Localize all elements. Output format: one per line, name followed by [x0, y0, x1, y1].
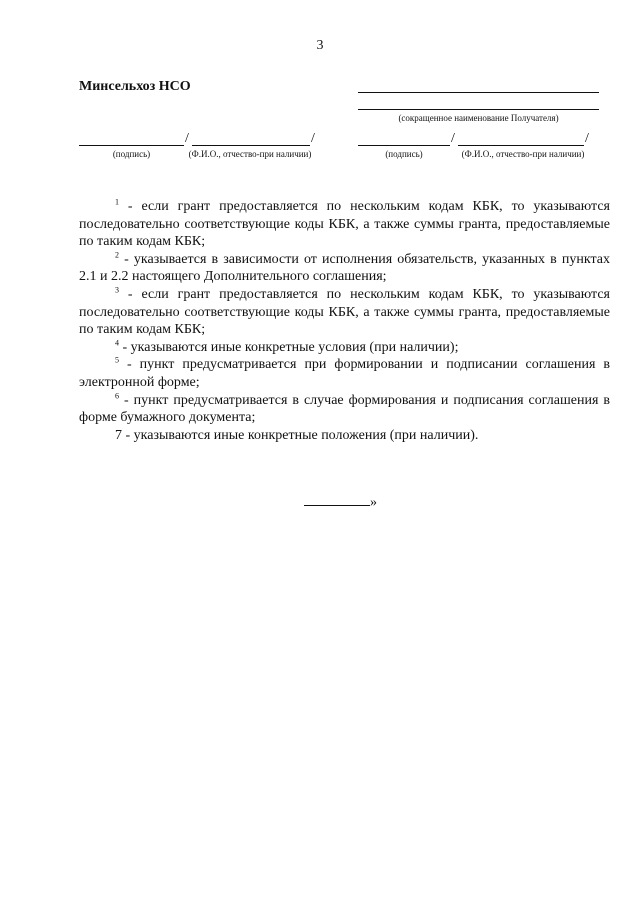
- footnote-text: - если грант предоставляется по нескольким кодам КБК, то указываются последовательно соответствующие коды КБК, а также суммы гранта, предоставляемые по таким кодам КБК;: [79, 286, 610, 338]
- footnote-mark: 5: [115, 355, 119, 365]
- footnote-1: [79, 198, 610, 251]
- end-mark: [304, 493, 377, 511]
- end-quote: »: [370, 495, 377, 510]
- left-name-caption: (Ф.И.О., отчество-при наличии): [188, 149, 312, 159]
- footnote-text: - указываются иные конкретные условия (при наличии);: [119, 339, 459, 355]
- page-number: 3: [316, 38, 324, 53]
- footnote-text: 7 - указываются иные конкретные положения (при наличии).: [115, 427, 479, 443]
- footnote-mark: 3: [115, 285, 119, 295]
- end-underline: [304, 493, 370, 506]
- left-name-line: [192, 145, 310, 146]
- right-slash-2: /: [585, 131, 589, 146]
- recipient-name-line-2: [358, 109, 599, 110]
- footnote-4: [79, 339, 610, 357]
- footnote-text: - указывается в зависимости от исполнения обязательств, указанных в пунктах 2.1 и 2.2 настоящего Дополнительного соглашения;: [79, 251, 610, 285]
- left-signature-caption: (подпись): [112, 149, 151, 159]
- footnote-text: - пункт предусматривается в случае формирования и подписания соглашения в форме бумажного документа;: [79, 392, 610, 426]
- footnote-mark: 1: [115, 197, 119, 207]
- footnote-mark: 6: [115, 390, 119, 400]
- footnote-5: [79, 356, 610, 391]
- footnotes: [79, 198, 610, 444]
- footnote-text: - пункт предусматривается при формировании и подписании соглашения в электронной форме;: [79, 357, 610, 390]
- right-slash-1: /: [451, 131, 455, 146]
- right-signature-line: [358, 145, 450, 146]
- footnote-7: [79, 427, 610, 445]
- right-name-caption: (Ф.И.О., отчество-при наличии): [461, 149, 585, 159]
- left-slash-1: /: [185, 131, 189, 146]
- left-slash-2: /: [311, 131, 315, 146]
- ministry-name: Минсельхоз НСО: [79, 79, 191, 94]
- footnote-mark: 4: [115, 338, 119, 348]
- footnote-mark: 2: [115, 250, 119, 260]
- left-signature-line: [79, 145, 184, 146]
- right-signature-caption: (подпись): [385, 149, 423, 159]
- footnote-3: [79, 286, 610, 339]
- right-name-line: [458, 145, 584, 146]
- recipient-caption: (сокращенное наименование Получателя): [398, 113, 559, 123]
- footnote-2: [79, 251, 610, 286]
- footnote-6: [79, 392, 610, 427]
- footnote-text: - если грант предоставляется по нескольким кодам КБК, то указываются последовательно соответствующие коды КБК, а также суммы гранта, предоставляемые по таким кодам КБК;: [79, 199, 610, 250]
- recipient-name-line-1: [358, 92, 599, 93]
